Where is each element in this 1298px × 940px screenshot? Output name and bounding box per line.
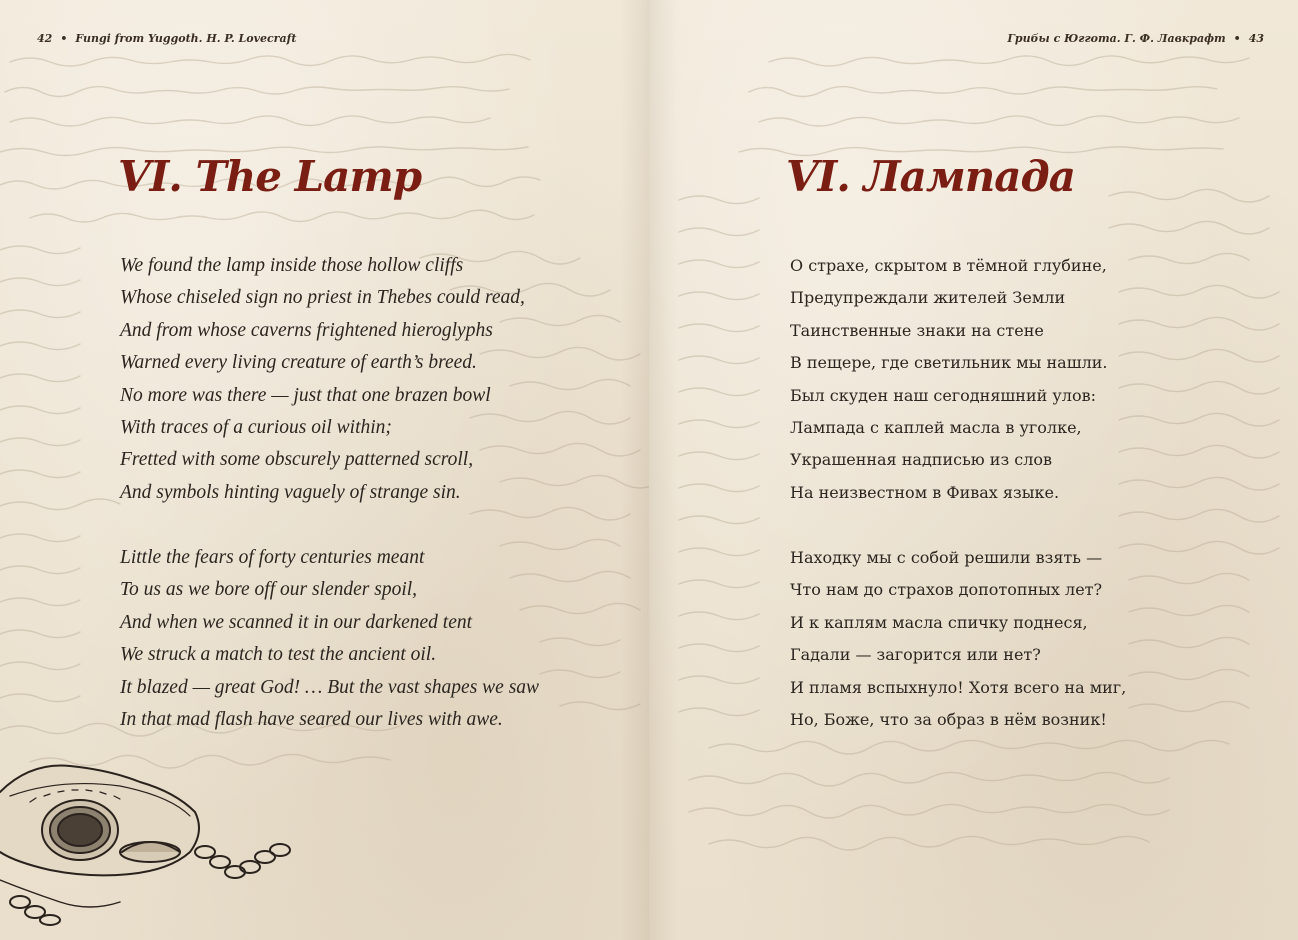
- poem-line: And when we scanned it in our darkened tent: [120, 611, 473, 633]
- poem-line: Fretted with some obscurely patterned scroll,: [120, 449, 474, 471]
- poem-title-english: VI. The Lamp: [118, 152, 422, 201]
- poem-line: Whose chiseled sign no priest in Thebes could read,: [120, 287, 525, 309]
- stanza-1-english: [120, 250, 525, 509]
- poem-line: В пещере, где светильник мы нашли.: [790, 353, 1108, 373]
- poem-line: We found the lamp inside those hollow cliffs: [120, 255, 464, 276]
- poem-line: Украшенная надписью из слов: [790, 450, 1053, 470]
- separator-dot: •: [60, 32, 68, 45]
- poem-line: And from whose caverns frightened hieroglyphs: [120, 319, 493, 341]
- poem-line: And symbols hinting vaguely of strange sin.: [120, 481, 461, 503]
- poem-line: О страхе, скрытом в тёмной глубине,: [790, 256, 1107, 275]
- book-gutter: [620, 0, 678, 940]
- poem-line: Лампада с каплей масла в уголке,: [790, 417, 1082, 437]
- poem-line: Гадали — загорится или нет?: [790, 645, 1041, 665]
- poem-line: Предупреждали жителей Земли: [790, 288, 1066, 308]
- poem-line: To us as we bore off our slender spoil,: [120, 579, 418, 601]
- poem-line: With traces of a curious oil within;: [120, 416, 392, 438]
- poem-line: Но, Боже, что за образ в нём возник!: [790, 709, 1107, 729]
- running-header-title: Грибы с Юггота. Г. Ф. Лавкрафт: [1007, 32, 1226, 45]
- page-number: 43: [1248, 32, 1264, 45]
- page-number: 42: [37, 32, 53, 45]
- stanza-1-russian: [790, 250, 1108, 509]
- poem-line: Был скуден наш сегодняшний улов:: [790, 385, 1096, 405]
- poem-line: На неизвестном в Фивах языке.: [790, 482, 1060, 502]
- right-page: [649, 0, 1298, 940]
- poem-line: Warned every living creature of earth’s breed.: [120, 352, 477, 374]
- poem-line: И к каплям масла спичку поднеся,: [790, 612, 1088, 632]
- stanza-2-english: [120, 542, 539, 736]
- running-header-right: [1007, 32, 1264, 45]
- poem-line: It blazed — great God! … But the vast shapes we saw: [120, 676, 540, 698]
- separator-dot: •: [1233, 32, 1241, 45]
- poem-line: Находку мы с собой решили взять —: [790, 548, 1103, 567]
- stanza-2-russian: [790, 542, 1126, 736]
- poem-line: We struck a match to test the ancient oil.: [120, 644, 437, 666]
- running-header-left: [37, 32, 296, 45]
- brass-lamp-with-chains-icon: [0, 752, 305, 927]
- poem-line: И пламя вспыхнуло! Хотя всего на миг,: [790, 677, 1127, 697]
- poem-line: No more was there — just that one brazen bowl: [120, 384, 491, 406]
- poem-line: Таинственные знаки на стене: [790, 320, 1044, 340]
- poem-line: Что нам до страхов допотопных лет?: [790, 580, 1103, 600]
- poem-title-russian: VI. Лампада: [786, 152, 1075, 201]
- poem-line: Little the fears of forty centuries meant: [120, 547, 425, 568]
- running-header-title: Fungi from Yuggoth. H. P. Lovecraft: [75, 32, 297, 45]
- poem-line: In that mad flash have seared our lives with awe.: [120, 708, 503, 730]
